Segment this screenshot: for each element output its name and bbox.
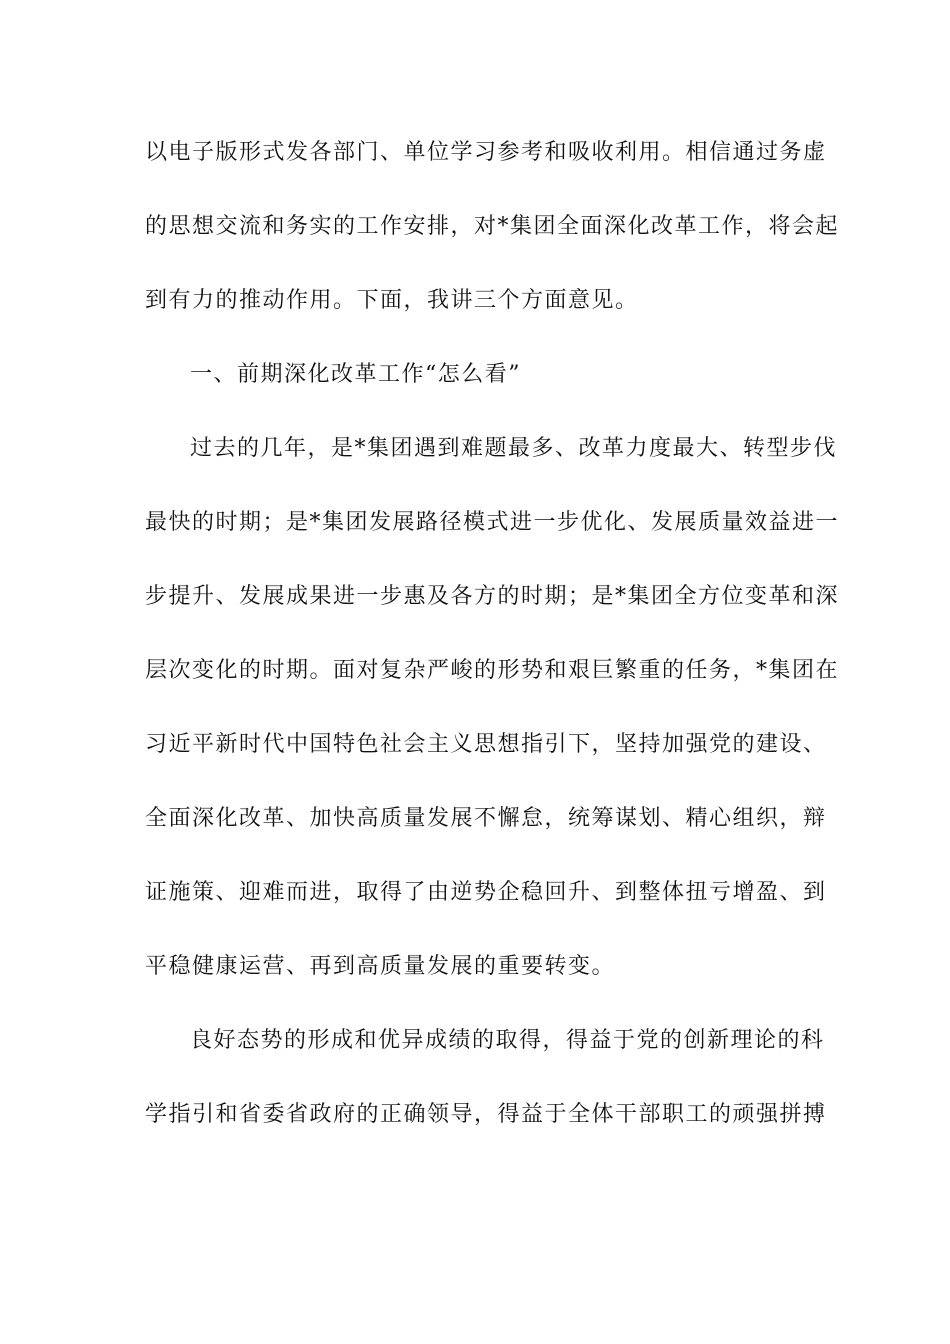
paragraph-line: 最快的时期；是*集团发展路径模式进一步优化、发展质量效益进一	[145, 510, 840, 535]
paragraph-line: 以电子版形式发各部门、单位学习参考和吸收利用。相信通过务虚	[145, 140, 827, 165]
paragraph-line: 习近平新时代中国特色社会主义思想指引下，坚持加强党的建设、	[145, 732, 827, 757]
paragraph-line: 步提升、发展成果进一步惠及各方的时期；是*集团全方位变革和深	[145, 584, 840, 609]
paragraph-line: 平稳健康运营、再到高质量发展的重要转变。	[145, 954, 616, 979]
section-heading: 一、前期深化改革工作“怎么看”	[190, 362, 521, 387]
paragraph-line: 层次变化的时期。面对复杂严峻的形势和艰巨繁重的任务，*集团在	[145, 658, 840, 683]
paragraph-line: 的思想交流和务实的工作安排，对*集团全面深化改革工作，将会起	[145, 214, 840, 239]
paragraph-line: 良好态势的形成和优异成绩的取得，得益于党的创新理论的科	[190, 1028, 825, 1053]
paragraph-line: 到有力的推动作用。下面，我讲三个方面意见。	[145, 288, 639, 313]
paragraph-line: 学指引和省委省政府的正确领导，得益于全体干部职工的顽强拼搏	[145, 1102, 827, 1127]
paragraph-line: 过去的几年，是*集团遇到难题最多、改革力度最大、转型步伐	[190, 436, 838, 461]
paragraph-line: 证施策、迎难而进，取得了由逆势企稳回升、到整体扭亏增盈、到	[145, 880, 827, 905]
paragraph-line: 全面深化改革、加快高质量发展不懈怠，统筹谋划、精心组织，辩	[145, 806, 827, 831]
